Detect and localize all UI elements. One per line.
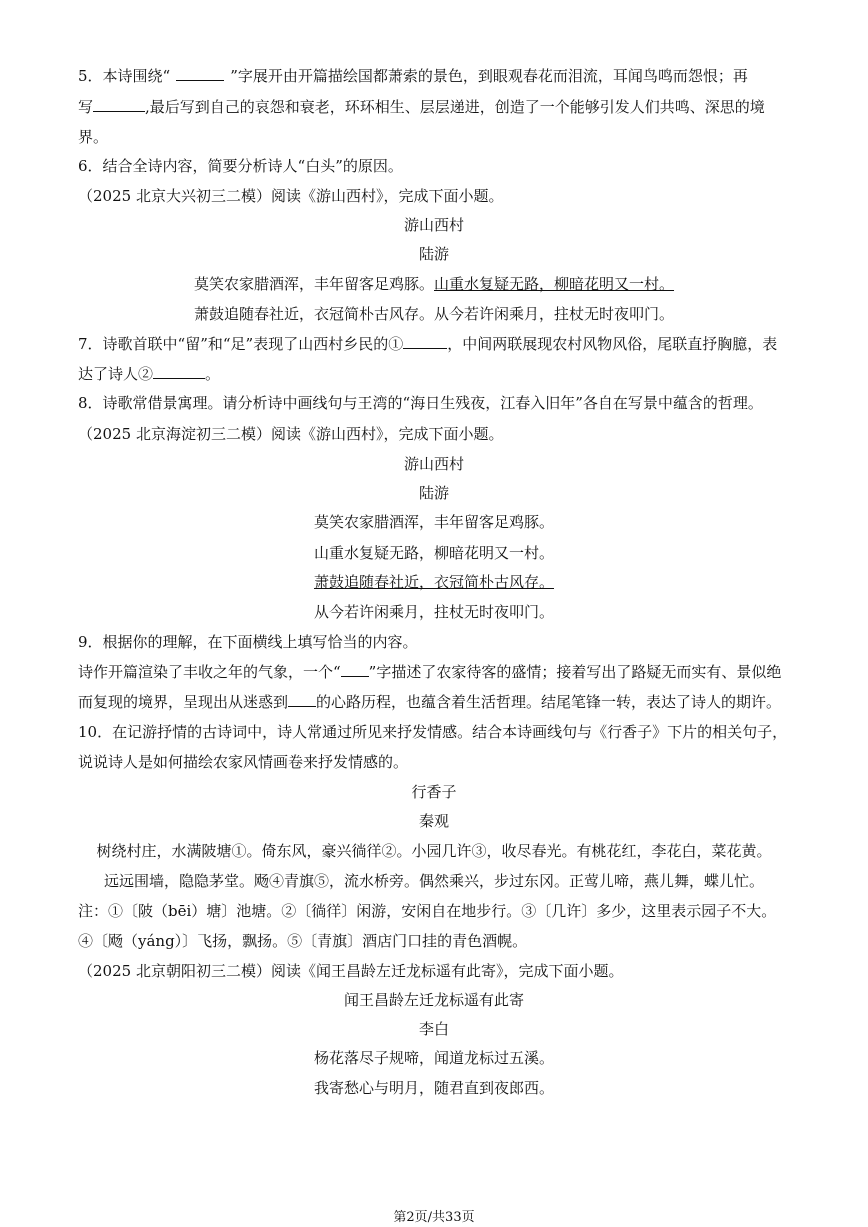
annotation-line-2: ④〔飏（yáng）〕飞扬，飘扬。⑤〔青旗〕酒店门口挂的青色酒幌。 [78, 932, 528, 950]
poem-1-title: 游山西村 [403, 216, 464, 234]
poem-1-line-2: 萧鼓追随春社近，衣冠简朴古风存。从今若许闲乘月，拄杖无时夜叩门。 [193, 305, 674, 323]
section-intro-1: （2025 北京大兴初三二模）阅读《游山西村》，完成下面小题。 [78, 187, 504, 205]
poem-4-line-1: 杨花落尽子规啼，闻道龙标过五溪。 [313, 1049, 554, 1067]
poem-3-title: 行香子 [411, 783, 457, 801]
answer-blank [288, 692, 316, 707]
poem-3-line-2: 远远围墙，隐隐茅堂。飏④青旗⑤，流水桥旁。偶然乘兴，步过东冈。正莺儿啼，燕儿舞，蝶儿忙。 [103, 872, 764, 890]
question-7-line-2: 达了诗人② 。 [78, 365, 221, 383]
answer-blank [403, 334, 447, 349]
question-7-line-1: 7．诗歌首联中“留”和“足”表现了山西村乡民的① ，中间两联展现农村风物风俗，尾联直抒胸臆，表 [78, 335, 778, 353]
question-5-line-1: 5．本诗围绕“ ”字展开由开篇描绘国都萧索的景色，到眼观春花而泪流，耳闻鸟鸣而怨恨；再 [78, 67, 748, 85]
page-number: 第2页/共33页 [393, 1210, 475, 1225]
poem-2-line-2: 山重水复疑无路，柳暗花明又一村。 [313, 544, 554, 562]
poem-4-line-2: 我寄愁心与明月，随君直到夜郎西。 [313, 1079, 554, 1097]
answer-blank [341, 662, 369, 677]
poem-2-line-1: 莫笑农家腊酒浑，丰年留客足鸡豚。 [313, 513, 554, 531]
underlined-verse: 萧鼓追随春社近，衣冠简朴古风存。 [313, 573, 554, 591]
poem-2-line-3 [0, 572, 868, 592]
question-5-line-2: 写 ,最后写到自己的哀怨和衰老，环环相生、层层递进，创造了一个能够引发人们共鸣、深思的境 [78, 98, 765, 116]
question-5-line-3: 界。 [78, 128, 109, 146]
section-intro-3: （2025 北京朝阳初三二模）阅读《闻王昌龄左迁龙标遥有此寄》，完成下面小题。 [78, 962, 624, 980]
answer-blank [176, 66, 224, 81]
question-6: 6．结合全诗内容，简要分析诗人“白头”的原因。 [78, 157, 403, 175]
question-10-line-2: 说说诗人是如何描绘农家风情画卷来抒发情感的。 [78, 753, 409, 771]
answer-blank [153, 364, 205, 379]
annotation-line-1: 注：①〔陂（bēi）塘〕池塘。②〔徜徉〕闲游，安闲自在地步行。③〔几许〕多少，这里表示园子不大。 [78, 902, 777, 920]
question-9-line-1: 诗作开篇渲染了丰收之年的气象，一个“ ”字描述了农家待客的盛情；接着写出了路疑无而实有、景似绝 [78, 663, 782, 681]
poem-2-line-4: 从今若许闲乘月，拄杖无时夜叩门。 [313, 603, 554, 621]
poem-3-line-1: 树绕村庄，水满陂塘①。倚东风，豪兴徜徉②。小园几许③，收尽春光。有桃花红，李花白，菜花黄。 [96, 842, 772, 860]
poem-1-author: 陆游 [418, 245, 449, 263]
question-9-title: 9．根据你的理解，在下面横线上填写恰当的内容。 [78, 633, 418, 651]
question-9-line-2: 而复现的境界，呈现出从迷惑到 的心路历程，也蕴含着生活哲理。结尾笔锋一转，表达了诗人的期许。 [78, 693, 782, 711]
answer-blank [93, 97, 145, 112]
poem-1-line-1: 莫笑农家腊酒浑，丰年留客足鸡豚。山重水复疑无路，柳暗花明又一村。 [193, 275, 675, 293]
poem-2-title: 游山西村 [403, 455, 464, 473]
section-intro-2: （2025 北京海淀初三二模）阅读《游山西村》，完成下面小题。 [78, 425, 504, 443]
poem-3-author: 秦观 [418, 812, 449, 830]
underlined-verse: 山重水复疑无路，柳暗花明又一村。 [434, 275, 675, 293]
poem-4-author: 李白 [418, 1020, 449, 1038]
question-10-line-1: 10．在记游抒情的古诗词中，诗人常通过所见来抒发情感。结合本诗画线句与《行香子》下片的相关句子， [78, 723, 788, 741]
poem-2-author: 陆游 [418, 484, 449, 502]
poem-4-title: 闻王昌龄左迁龙标遥有此寄 [343, 991, 524, 1009]
question-8: 8．诗歌常借景寓理。请分析诗中画线句与王湾的“海日生残夜，江春入旧年”各自在写景中蕴含的哲理。 [78, 394, 763, 412]
